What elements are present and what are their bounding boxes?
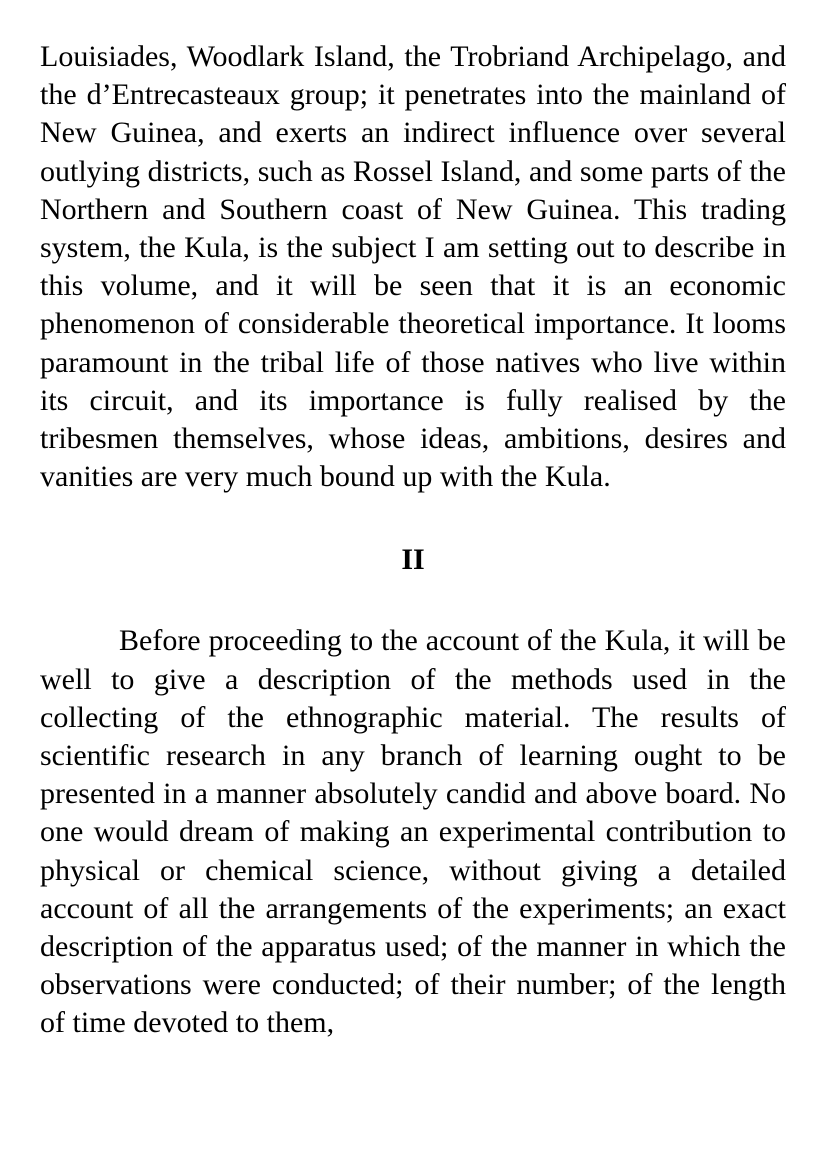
document-page [40, 38, 786, 1043]
body-paragraph: Louisiades, Woodlark Island, the Trobriand Archipelago, and the d’Entrecasteaux group; it penetrates into the mainland of New Guinea, and exerts an indirect influence over several outlying districts, such as Rossel Island, and some parts of the Northern and Southern coast of New Guinea. This trading system, the Kula, is the subject I am setting out to describe in this volume, and it will be seen that it is an economic phenomenon of considerable theoretical importance. It looms paramount in the tribal life of those natives who live within its circuit, and its importance is fully realised by the tribesmen themselves, whose ideas, ambitions, desires and vanities are very much bound up with the Kula. [40, 40, 786, 494]
body-paragraph: Before proceeding to the account of the Kula, it will be well to give a description of the methods used in the collecting of the ethnographic material. The results of scientific research in any branch of learning ought to be presented in a manner absolutely candid and above board. No one would dream of making an experimental contribution to physical or chemical science, without giving a detailed account of all the arrangements of the experiments; an exact description of the apparatus used; of the manner in which the observations were conducted; of their number; of the length of time devoted to them, [40, 624, 786, 1040]
section-heading: II [401, 543, 425, 577]
